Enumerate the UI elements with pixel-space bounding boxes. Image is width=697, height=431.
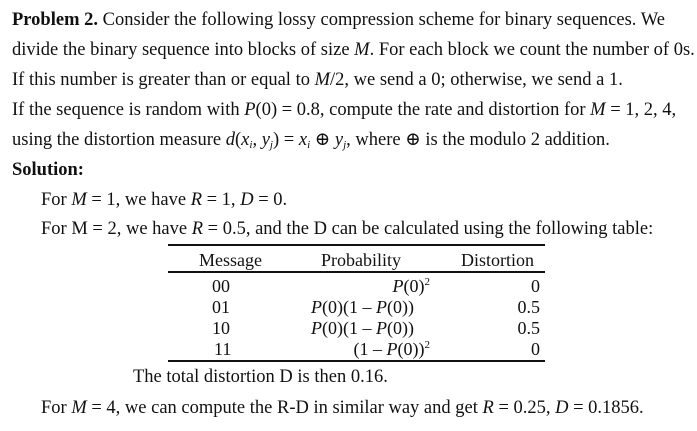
math-var: P xyxy=(386,339,398,359)
math-symbol: , xyxy=(252,130,262,150)
math-var: M xyxy=(354,40,370,60)
oplus-symbol: ⊕ xyxy=(310,130,335,150)
math-superscript: 2 xyxy=(424,276,430,288)
problem-text: , where ⊕ is the modulo 2 addition. xyxy=(346,130,610,150)
problem-text: /2, we send a 0; otherwise, we send a 1. xyxy=(330,70,623,90)
math-var: P xyxy=(392,276,404,296)
problem-text: If the sequence is random with xyxy=(12,100,245,120)
math-var: D xyxy=(555,398,569,418)
problem-line-1 xyxy=(12,9,665,31)
problem-heading: Problem 2. xyxy=(12,10,98,30)
problem-text: (0) = 0.8, compute the rate and distortion for xyxy=(255,100,591,120)
problem-text: Consider the following lossy compression scheme for binary sequences. We xyxy=(97,10,665,30)
problem-text: using the distortion measure xyxy=(12,130,226,150)
table-row-probability xyxy=(311,318,414,338)
table-header-message: Message xyxy=(199,250,262,270)
solution-heading xyxy=(12,159,84,181)
table-header-rule xyxy=(168,271,545,273)
math-var: y xyxy=(334,130,344,150)
solution-text: = 1, xyxy=(202,190,241,210)
table-row-distortion: 0 xyxy=(531,339,540,359)
math-var: d xyxy=(225,130,235,150)
table-header-distortion: Distortion xyxy=(461,250,535,270)
math-var: P xyxy=(376,318,388,338)
math-var: x xyxy=(241,130,250,150)
math-subscript: i xyxy=(249,139,253,151)
math-superscript: 2 xyxy=(424,339,430,351)
solution-heading-text: Solution: xyxy=(12,160,84,180)
math-subscript: j xyxy=(269,139,273,151)
math-var: x xyxy=(298,130,308,150)
math-var: M xyxy=(71,398,87,418)
math-text: (0)) xyxy=(387,318,414,338)
math-text: (0)(1 – xyxy=(322,318,377,338)
problem-line-5 xyxy=(12,129,610,151)
table-row-probability xyxy=(354,339,430,359)
table-row-distortion: 0 xyxy=(531,276,540,296)
solution-text: = 0.1856. xyxy=(568,398,644,418)
solution-m1 xyxy=(41,189,287,211)
solution-text: = 0.25, xyxy=(493,398,556,418)
table-row-distortion: 0.5 xyxy=(517,318,540,338)
table-row-message: 11 xyxy=(214,339,232,359)
table-row-message: 10 xyxy=(212,318,230,338)
table-row-message: 01 xyxy=(212,297,230,317)
math-subscript: j xyxy=(343,139,347,151)
math-text: (0)(1 – xyxy=(322,297,377,317)
solution-text: = 0. xyxy=(253,190,288,210)
math-var: R xyxy=(191,219,204,239)
solution-text: For xyxy=(41,190,72,210)
solution-text: = 0.5, and the D can be calculated using the following table: xyxy=(203,219,654,239)
math-text: (0)) xyxy=(397,339,425,359)
problem-line-3 xyxy=(12,69,623,91)
math-symbol: ( xyxy=(235,130,242,150)
problem-text: = 1, 2, 4, xyxy=(605,100,677,120)
table-row-message: 00 xyxy=(212,276,230,296)
math-text: (0) xyxy=(403,276,425,296)
table-header-probability: Probability xyxy=(321,250,401,270)
problem-text: divide the binary sequence into blocks of size xyxy=(12,40,355,60)
math-text: (0)) xyxy=(387,297,414,317)
solution-text: For xyxy=(41,398,72,418)
solution-text: For M = 2, we have xyxy=(41,219,192,239)
problem-line-4 xyxy=(12,99,676,121)
math-var: y xyxy=(261,130,270,150)
math-var: P xyxy=(376,297,388,317)
math-symbol: ) = xyxy=(272,130,299,150)
table-bottom-rule xyxy=(168,360,545,362)
problem-text: . For each block we count the number of 0s. xyxy=(369,40,695,60)
math-var: D xyxy=(240,190,254,210)
math-var: M xyxy=(590,100,606,120)
math-var: P xyxy=(311,318,323,338)
math-var: P xyxy=(311,297,323,317)
math-var: R xyxy=(190,190,202,210)
math-var: M xyxy=(314,70,331,90)
table-row-distortion: 0.5 xyxy=(517,297,540,317)
math-subscript: i xyxy=(307,139,311,151)
solution-m2 xyxy=(41,218,653,240)
math-text: (1 – xyxy=(353,339,387,359)
math-var: P xyxy=(244,100,256,120)
solution-total: The total distortion D is then 0.16. xyxy=(133,367,388,387)
solution-text: = 4, we can compute the R-D in similar way and get xyxy=(86,398,483,418)
math-var: M xyxy=(71,190,87,210)
table-row-probability xyxy=(393,276,431,296)
math-var: R xyxy=(482,398,494,418)
solution-m4 xyxy=(41,397,644,419)
table-row-probability xyxy=(311,297,414,317)
solution-text: = 1, we have xyxy=(86,190,191,210)
problem-line-2 xyxy=(12,39,695,61)
table-top-rule xyxy=(168,244,545,246)
problem-text: If this number is greater than or equal to xyxy=(12,70,315,90)
